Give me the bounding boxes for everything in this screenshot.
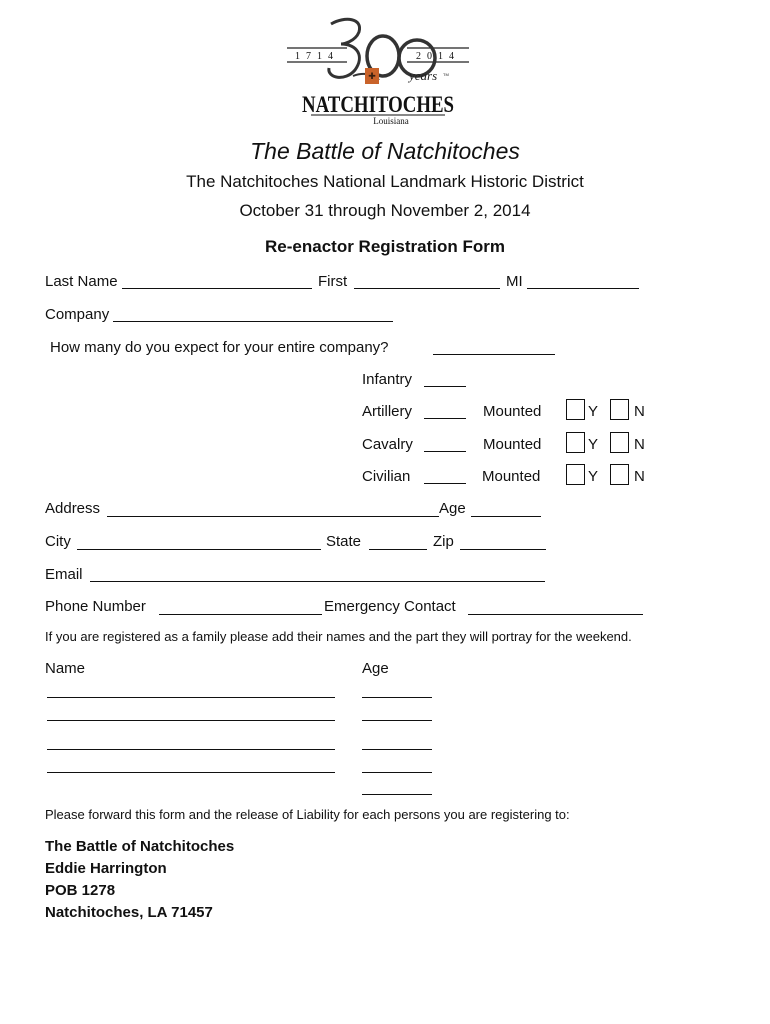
cavalry-mounted-yes-checkbox[interactable] xyxy=(566,432,585,453)
family-note: If you are registered as a family please add their names and the part they will portray for the weekend. xyxy=(45,629,632,644)
age-field[interactable] xyxy=(471,516,541,517)
logo xyxy=(283,14,473,126)
logo-years-word: years xyxy=(409,68,438,83)
age-label: Age xyxy=(439,500,466,517)
phone-label: Phone Number xyxy=(45,598,146,615)
civilian-mounted-label: Mounted xyxy=(482,468,541,485)
cavalry-label: Cavalry xyxy=(362,436,413,453)
mailing-address-line-1: The Battle of Natchitoches xyxy=(45,838,235,855)
civilian-yes-label: Y xyxy=(588,468,599,485)
zip-field[interactable] xyxy=(460,549,546,550)
forward-note: Please forward this form and the release of Liability for each persons you are registering to: xyxy=(45,807,570,822)
artillery-count-field[interactable] xyxy=(424,418,466,419)
mailing-address-line-4: Natchitoches, LA 71457 xyxy=(45,904,213,921)
family-age-header: Age xyxy=(362,660,389,677)
artillery-yes-label: Y xyxy=(588,403,599,420)
family-name-field-1[interactable] xyxy=(47,697,335,698)
logo-city: NATCHITOCHES xyxy=(302,92,454,117)
address-field[interactable] xyxy=(107,516,439,517)
civilian-label: Civilian xyxy=(362,468,411,485)
mi-label: MI xyxy=(506,273,523,290)
family-age-field-3[interactable] xyxy=(362,749,432,750)
city-label: City xyxy=(45,533,71,550)
artillery-mounted-no-checkbox[interactable] xyxy=(610,399,629,420)
mailing-address xyxy=(45,836,234,924)
zip-label: Zip xyxy=(433,533,454,550)
company-label: Company xyxy=(45,306,110,323)
email-label: Email xyxy=(45,566,83,583)
infantry-label: Infantry xyxy=(362,371,413,388)
cavalry-yes-label: Y xyxy=(588,436,599,453)
cavalry-mounted-no-checkbox[interactable] xyxy=(610,432,629,453)
civilian-no-label: N xyxy=(634,468,645,485)
artillery-label: Artillery xyxy=(362,403,413,420)
family-age-field-1[interactable] xyxy=(362,697,432,698)
phone-field[interactable] xyxy=(159,614,322,615)
state-label: State xyxy=(326,533,362,550)
logo-state: Louisiana xyxy=(373,116,409,126)
civilian-mounted-no-checkbox[interactable] xyxy=(610,464,629,485)
logo-graphic xyxy=(283,14,473,126)
company-field[interactable] xyxy=(113,321,393,322)
civilian-mounted-yes-checkbox[interactable] xyxy=(566,464,585,485)
address-label: Address xyxy=(45,500,101,517)
form-title-main: The Battle of Natchitoches xyxy=(250,138,520,164)
logo-year-start: 1714 xyxy=(295,51,339,62)
cavalry-mounted-label: Mounted xyxy=(483,436,542,453)
family-name-field-3[interactable] xyxy=(47,749,335,750)
event-dates: October 31 through November 2, 2014 xyxy=(239,201,531,220)
family-name-header: Name xyxy=(45,660,86,677)
family-age-field-2[interactable] xyxy=(362,720,432,721)
emergency-contact-label: Emergency Contact xyxy=(324,598,456,615)
last-name-field[interactable] xyxy=(122,288,312,289)
logo-year-end: 2014 xyxy=(416,51,460,62)
artillery-mounted-yes-checkbox[interactable] xyxy=(566,399,585,420)
mailing-address-line-3: POB 1278 xyxy=(45,882,116,899)
civilian-count-field[interactable] xyxy=(424,483,466,484)
cavalry-no-label: N xyxy=(634,436,645,453)
registration-form-heading: Re-enactor Registration Form xyxy=(265,237,505,256)
city-field[interactable] xyxy=(77,549,321,550)
mailing-address-line-2: Eddie Harrington xyxy=(45,860,167,877)
cavalry-count-field[interactable] xyxy=(424,451,466,452)
emergency-contact-field[interactable] xyxy=(468,614,643,615)
company-count-label: How many do you expect for your entire company? xyxy=(50,339,389,356)
family-name-field-4[interactable] xyxy=(47,772,335,773)
svg-text:✚: ✚ xyxy=(368,72,376,82)
infantry-count-field[interactable] xyxy=(424,386,466,387)
mi-field[interactable] xyxy=(527,288,639,289)
last-name-label: Last Name xyxy=(45,273,118,290)
artillery-no-label: N xyxy=(634,403,645,420)
family-age-field-5[interactable] xyxy=(362,794,432,795)
email-field[interactable] xyxy=(90,581,545,582)
first-name-label: First xyxy=(318,273,348,290)
first-name-field[interactable] xyxy=(354,288,500,289)
artillery-mounted-label: Mounted xyxy=(483,403,542,420)
company-count-field[interactable] xyxy=(433,354,555,355)
form-subtitle: The Natchitoches National Landmark Historic District xyxy=(186,172,584,191)
family-name-field-2[interactable] xyxy=(47,720,335,721)
state-field[interactable] xyxy=(369,549,427,550)
family-age-field-4[interactable] xyxy=(362,772,432,773)
svg-text:TM: TM xyxy=(443,72,449,77)
